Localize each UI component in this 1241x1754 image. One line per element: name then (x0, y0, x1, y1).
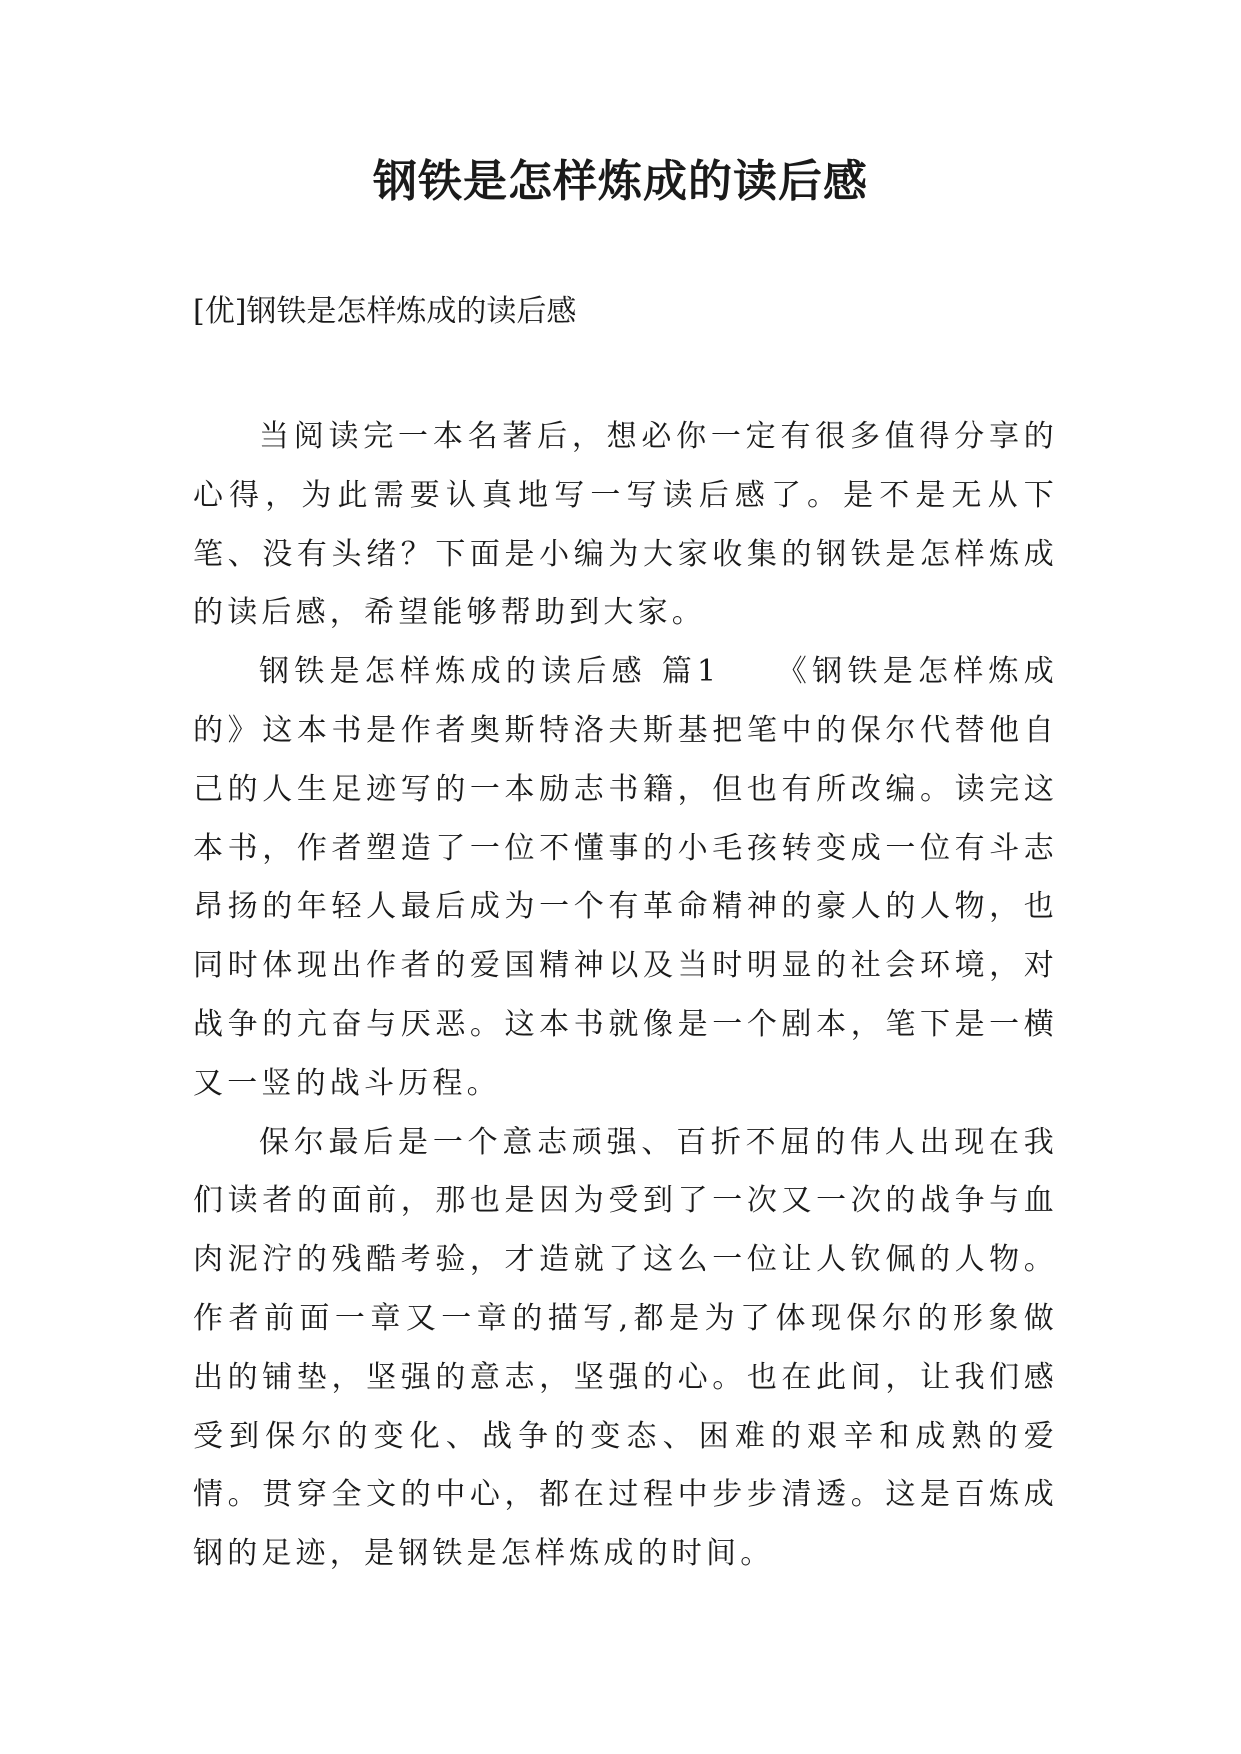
body-paragraph-paul: 保尔最后是一个意志顽强、百折不屈的伟人出现在我们读者的面前，那也是因为受到了一次又一次的战争与血肉泥泞的残酷考验，才造就了这么一位让人钦佩的人物。作者前面一章又一章的描写,都是为了体现保尔的形象做出的铺垫，坚强的意志，坚强的心。也在此间，让我们感受到保尔的变化、战争的变态、困难的艰辛和成熟的爱情。贯穿全文的中心，都在过程中步步清透。这是百炼成钢的足迹，是钢铁是怎样炼成的时间。 (193, 1124, 1058, 1572)
document-subtitle: [优]钢铁是怎样炼成的读后感 (193, 294, 577, 329)
body-paragraph-intro: 当阅读完一本名著后，想必你一定有很多值得分享的心得，为此需要认真地写一写读后感了。是不是无从下笔、没有头绪？下面是小编为大家收集的钢铁是怎样炼成的读后感，希望能够帮助到大家。 (193, 419, 1058, 631)
document-body (193, 408, 1058, 1584)
body-paragraph-chapter-one: 钢铁是怎样炼成的读后感 篇1 《钢铁是怎样炼成的》这本书是作者奥斯特洛夫斯基把笔中的保尔代替他自己的人生足迹写的一本励志书籍，但也有所改编。读完这本书，作者塑造了一位不懂事的小毛孩转变成一位有斗志昂扬的年轻人最后成为一个有革命精神的豪人的人物，也同时体现出作者的爱国精神以及当时明显的社会环境，对战争的亢奋与厌恶。这本书就像是一个剧本，笔下是一横又一竖的战斗历程。 (193, 654, 1058, 1101)
document-title: 钢铁是怎样炼成的读后感 (373, 156, 868, 207)
